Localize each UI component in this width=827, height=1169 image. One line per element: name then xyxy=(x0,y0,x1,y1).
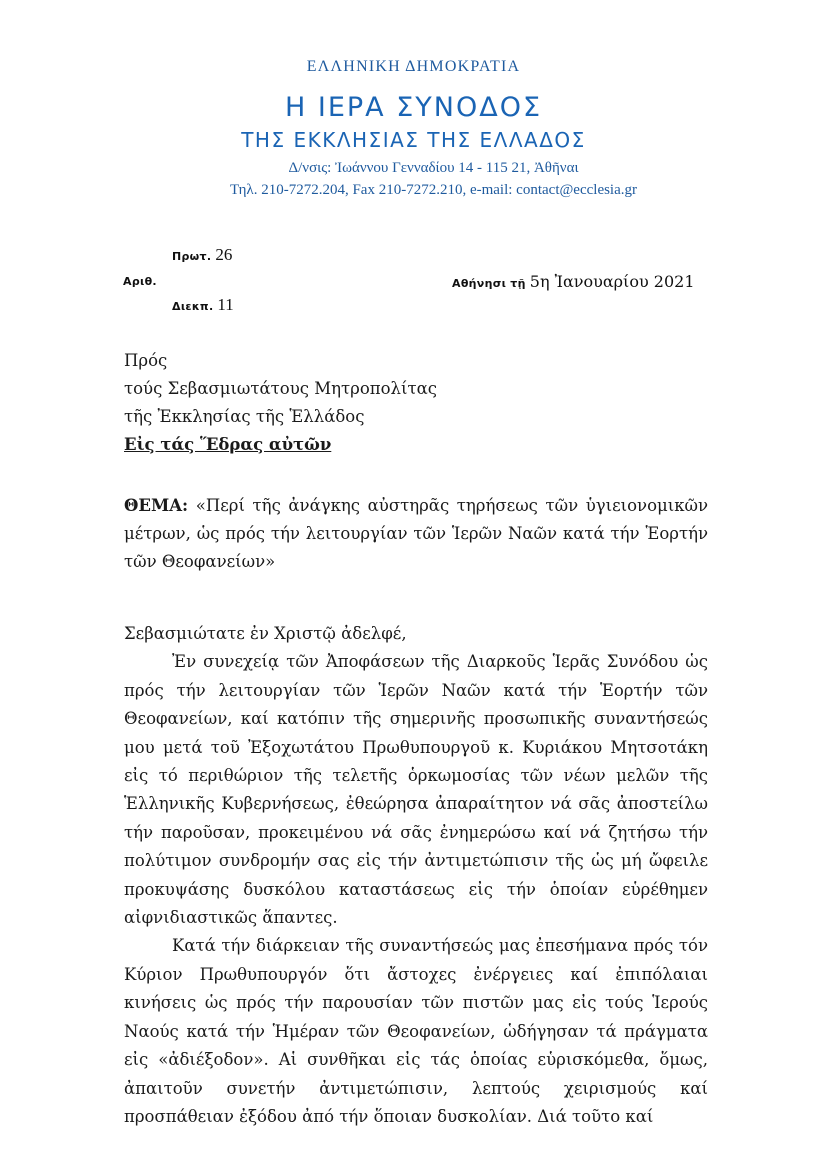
recipient-block xyxy=(124,347,437,459)
dispatch-label: Διεκπ. xyxy=(172,300,214,313)
number-label: Αριθ. xyxy=(123,275,157,288)
letterhead-synod-title: Η ΙΕΡΑ ΣΥΝΟΔΟΣ xyxy=(284,92,543,123)
subject-label: ΘΕΜΑ: xyxy=(124,496,189,515)
letterhead-contact: Τηλ. 210-7272.204, Fax 210-7272.210, e-mail: contact@ecclesia.gr xyxy=(229,182,638,198)
recipient-emphasis: Εἰς τάς Ἕδρας αὐτῶν xyxy=(124,435,332,454)
protocol-label: Πρωτ. xyxy=(172,250,212,263)
recipient-line: τούς Σεβασμιωτάτους Μητροπολίτας xyxy=(124,379,437,398)
body-paragraph: Κατά τήν διάρκειαν τῆς συναντήσεώς μας ἐπεσήμανα πρός τόν Κύριον Πρωθυπουργόν ὅτι ἄστοχες ἐνέργειες καί ἐπιπόλαιαι κινήσεις ὡς πρός τήν παρουσίαν τῶν πιστῶν μας εἰς τούς Ἱερούς Ναούς κατά τήν Ἡμέραν τῶν Θεοφανείων, ὡδήγησαν τά πράγματα εἰς «ἀδιέξοδον». Αἱ συνθῆκαι εἰς τάς ὁποίας εὑρισκόμεθα, ὅμως, ἀπαιτοῦν συνετήν ἀντιμετώπισιν, λεπτούς χειρισμούς καί προσπάθειαν ἐξόδου ἀπό τήν ὅποιαν δυσκολίαν. Διά τοῦτο καί xyxy=(124,936,708,1126)
letter-date xyxy=(452,272,695,292)
recipient-line: τῆς Ἐκκλησίας τῆς Ἑλλάδος xyxy=(124,407,365,426)
subject-text: «Περί τῆς ἀνάγκης αὐστηρᾶς τηρήσεως τῶν ὑγιειονομικῶν μέτρων, ὡς πρός τήν λειτουργίαν τῶν Ἱερῶν Ναῶν κατά τήν Ἑορτήν τῶν Θεοφανείων» xyxy=(124,496,709,571)
body-paragraph: Ἐν συνεχείᾳ τῶν Ἀποφάσεων τῆς Διαρκοῦς Ἱερᾶς Συνόδου ὡς πρός τήν λειτουργίαν τῶν Ἱερῶν Ναῶν κατά τήν Ἑορτήν τῶν Θεοφανείων, καί κατόπιν τῆς σημερινῆς προσωπικῆς συναντήσεώς μου μετά τοῦ Ἐξοχωτάτου Πρωθυπουργοῦ κ. Κυριάκου Μητσοτάκη εἰς τό περιθώριον τῆς τελετῆς ὁρκωμοσίας τῶν νέων μελῶν τῆς Ἑλληνικῆς Κυβερνήσεως, ἐθεώρησα ἀπαραίτητον νά σᾶς ἀποστείλω τήν παροῦσαν, προκειμένου νά σᾶς ἐνημερώσω καί νά ζητήσω τήν πολύτιμον συνδρομήν σας εἰς τήν ἀντιμετώπισιν τῆς ὡς μή ὤφειλε προκυψάσης δυσκόλου καταστάσεως εἰς τήν ὁποίαν εὑρέθημεν αἰφνιδιαστικῶς ἅπαντες. xyxy=(124,652,708,928)
subject-block xyxy=(124,492,708,576)
letterhead-republic: ΕΛΛΗΝΙΚΗ ΔΗΜΟΚΡΑΤΙΑ xyxy=(306,58,521,75)
recipient-line: Πρός xyxy=(124,351,168,370)
salutation: Σεβασμιώτατε ἐν Χριστῷ ἀδελφέ, xyxy=(124,624,407,643)
letter-body xyxy=(124,620,708,1131)
protocol-value: 26 xyxy=(215,245,233,264)
date-value: 5η Ἰανουαρίου 2021 xyxy=(529,272,695,291)
protocol-number xyxy=(172,245,232,265)
date-label: Αθήνησι τῇ xyxy=(452,277,526,290)
dispatch-number xyxy=(172,295,234,315)
dispatch-value: 11 xyxy=(217,295,234,314)
letterhead-address: Δ/νσις: Ἰωάννου Γενναδίου 14 - 115 21, Ἀθῆναι xyxy=(288,160,579,176)
letterhead-church-title: ΤΗΣ ΕΚΚΛΗΣΙΑΣ ΤΗΣ ΕΛΛΑΔΟΣ xyxy=(241,128,586,152)
number-label-row xyxy=(123,272,157,290)
